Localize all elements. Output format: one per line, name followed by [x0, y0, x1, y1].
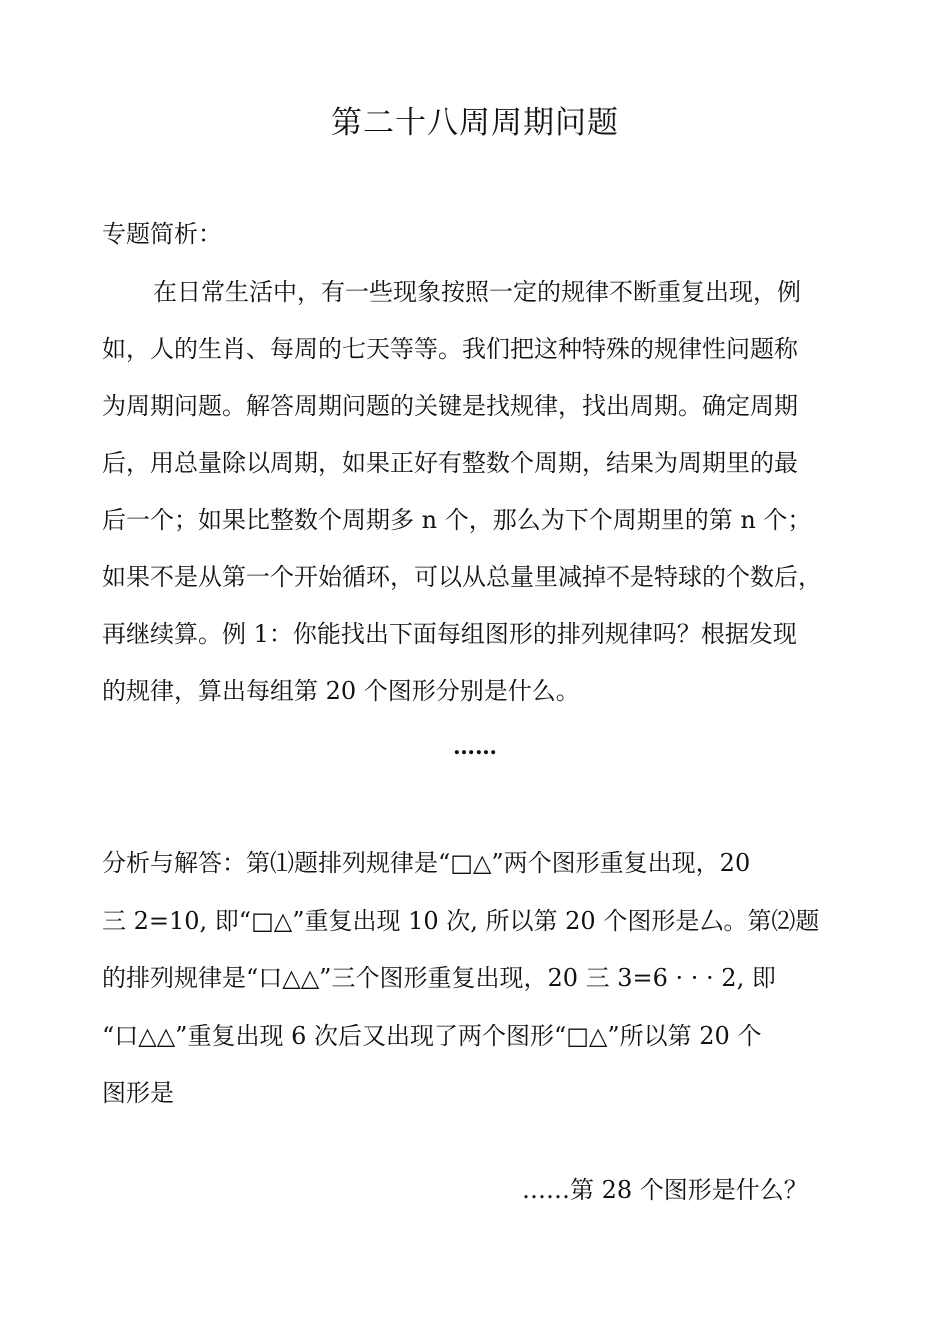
intro-line-8: 的规律，算出每组第 20 个图形分别是什么。	[102, 677, 580, 705]
intro-line-4: 后，用总量除以周期，如果正好有整数个周期，结果为周期里的最	[102, 449, 798, 477]
analysis-line-3: 的排列规律是“口△△”三个图形重复出现，20 三 3=6 · · · 2, 即	[102, 964, 776, 992]
page-title: 第二十八周周期问题	[331, 105, 619, 141]
analysis-line-5: 图形是	[102, 1079, 174, 1107]
intro-line-3: 为周期问题。解答周期问题的关键是找规律，找出周期。确定周期	[102, 392, 798, 420]
analysis-line-1: 分析与解答：第⑴题排列规律是“□△”两个图形重复出现，20	[102, 849, 751, 877]
intro-line-5: 后一个；如果比整数个周期多 n 个，那么为下个周期里的第 n 个；	[102, 506, 812, 534]
intro-line-1: 在日常生活中，有一些现象按照一定的规律不断重复出现，例	[153, 278, 801, 306]
intro-line-2: 如，人的生肖、每周的七天等等。我们把这种特殊的规律性问题称	[102, 335, 798, 363]
question-line: ……第 28 个图形是什么？	[522, 1176, 808, 1204]
analysis-line-4: “口△△”重复出现 6 次后又出现了两个图形“□△”所以第 20 个	[102, 1022, 762, 1050]
analysis-line-2: 三 2=10, 即“□△”重复出现 10 次, 所以第 20 个图形是厶。第⑵题	[102, 907, 820, 935]
section-label: 专题简析：	[102, 220, 222, 248]
ellipsis-separator: ……	[453, 734, 497, 760]
intro-line-6: 如果不是从第一个开始循环，可以从总量里减掉不是特球的个数后，	[102, 563, 822, 591]
intro-line-7: 再继续算。例 1：你能找出下面每组图形的排列规律吗？根据发现	[102, 620, 797, 648]
